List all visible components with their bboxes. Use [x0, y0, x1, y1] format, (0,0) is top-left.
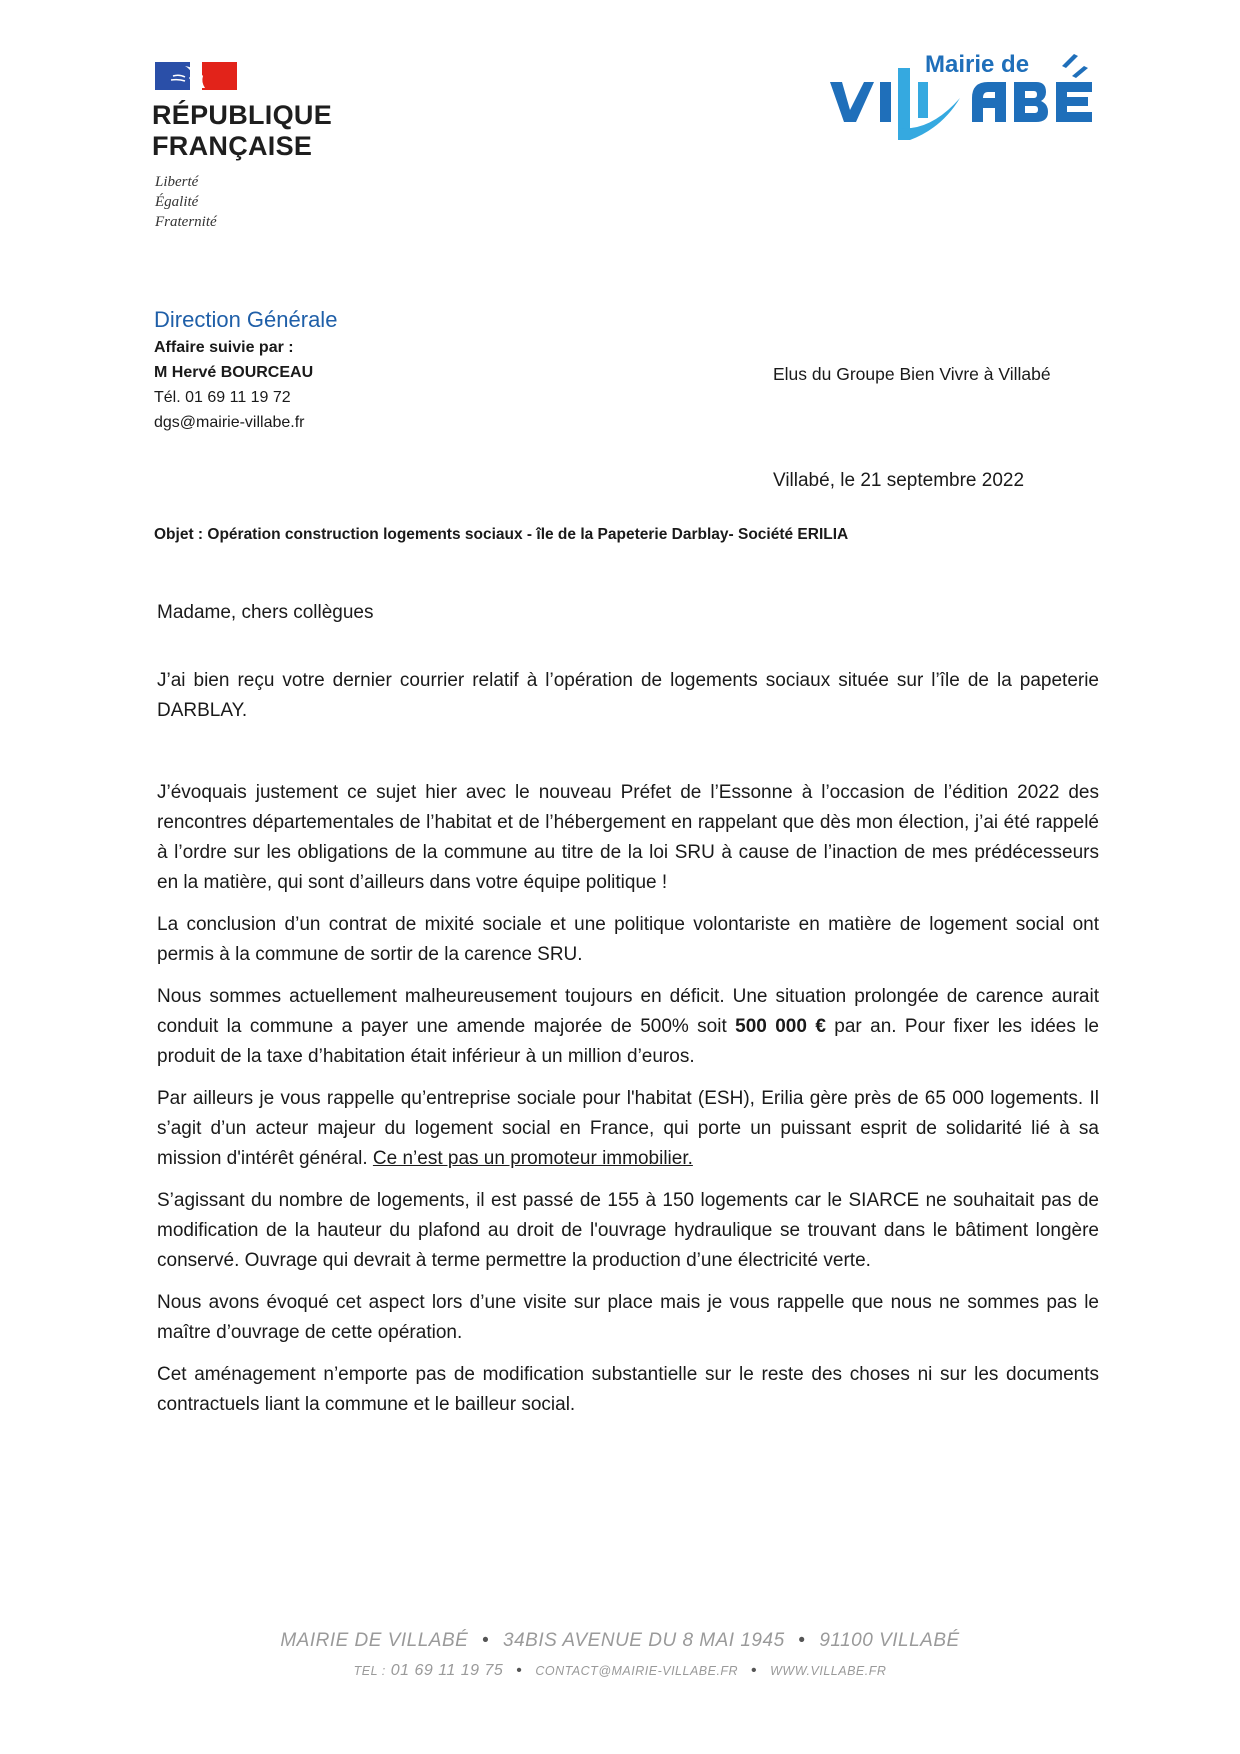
- sender-block: [154, 305, 337, 435]
- footer-contact: [0, 1662, 1240, 1680]
- footer-street: 34BIS AVENUE DU 8 MAI 1945: [503, 1630, 785, 1651]
- followed-by-label: Affaire suivie par :: [154, 339, 294, 356]
- footer-website[interactable]: WWW.VILLABE.FR: [770, 1664, 887, 1678]
- bullet-separator: •: [516, 1662, 523, 1679]
- bullet-separator: •: [482, 1630, 490, 1651]
- republique-motto: [155, 172, 217, 232]
- fine-amount: 500 000 €: [735, 1016, 826, 1037]
- footer-city: 91100 VILLABÉ: [819, 1630, 960, 1651]
- paragraph-2: J’évoquais justement ce sujet hier avec le nouveau Préfet de l’Essonne à l’occasion de l’édition 2022 des rencontres départementales de l’habitat et de l’hébergement en rappelant que dès mon élection, j’ai été rappelé à l’ordre sur les obligations de la commune au titre de la loi SRU à cause de l’inaction de mes prédécesseurs en la matière, qui sont d’ailleurs dans votre équipe politique !: [157, 782, 1099, 893]
- paragraph-3: La conclusion d’un contrat de mixité sociale et une politique volontariste en matière de logement social ont permis à la commune de sortir de la carence SRU.: [157, 914, 1099, 965]
- paragraph-visite: Nous avons évoqué cet aspect lors d’une visite sur place mais je vous rappelle que nous ne sommes pas le maître d’ouvrage de cette opération.: [157, 1292, 1099, 1343]
- paragraph-1: J’ai bien reçu votre dernier courrier relatif à l’opération de logements sociaux située sur l’île de la papeterie DARBLAY.: [157, 670, 1099, 721]
- mairie-villabe-logo: [830, 40, 1100, 140]
- bullet-separator: •: [751, 1662, 758, 1679]
- republique-francaise-title: [152, 100, 332, 162]
- paragraph-logements: S’agissant du nombre de logements, il est passé de 155 à 150 logements car le SIARCE ne souhaitait pas de modification de la hauteur du plafond au droit de l'ouvrage hydraulique se trouvant dans le bâtiment longère conservé. Ouvrage qui devrait à terme permettre la production d’une électricité verte.: [157, 1190, 1099, 1271]
- underlined-sentence: Ce n’est pas un promoteur immobilier.: [372, 1148, 693, 1169]
- rf-line1: RÉPUBLIQUE: [152, 100, 333, 130]
- footer-tel: 01 69 11 19 75: [390, 1662, 504, 1679]
- motto-fraternite: Fraternité: [155, 214, 217, 230]
- paragraph-amenagement: Cet aménagement n’emporte pas de modification substantielle sur le reste des choses ni sur les documents contractuels liant la commune et le bailleur social.: [157, 1364, 1099, 1415]
- deficit-text-before: Nous sommes actuellement malheureusement toujours en déficit. Une situation prolongée de carence aurait conduit la commune a payer une amende majorée de 500% soit: [157, 986, 1099, 1037]
- footer-address: [0, 1630, 1240, 1652]
- salutation: Madame, chers collègues: [157, 602, 374, 623]
- motto-liberte: Liberté: [155, 174, 199, 190]
- sender-name: M Hervé BOURCEAU: [154, 364, 314, 381]
- letter-body: [157, 598, 1099, 1432]
- footer-mairie: MAIRIE DE VILLABÉ: [280, 1630, 469, 1651]
- recipient: Elus du Groupe Bien Vivre à Villabé: [773, 364, 1051, 384]
- paragraph-deficit: [157, 982, 1099, 1072]
- rf-line2: FRANÇAISE: [152, 131, 313, 161]
- bullet-separator: •: [798, 1630, 806, 1651]
- sender-department: Direction Générale: [154, 307, 338, 332]
- date-line: Villabé, le 21 septembre 2022: [773, 470, 1025, 491]
- erilia-text: Par ailleurs je vous rappelle qu’entreprise sociale pour l'habitat (ESH), Erilia gère près de 65 000 logements. Il s’agit d’un acteur majeur du logement social en France, qui porte un puissant esprit de solidarité lié à sa mission d'intérêt général.: [157, 1088, 1099, 1169]
- sender-email[interactable]: dgs@mairie-villabe.fr: [154, 414, 305, 431]
- motto-egalite: Égalité: [155, 194, 199, 210]
- paragraph-erilia: [157, 1084, 1099, 1174]
- sender-phone: Tél. 01 69 11 19 72: [154, 389, 291, 406]
- subject-line: Objet : Opération construction logements sociaux - île de la Papeterie Darblay- Société ERILIA: [154, 526, 849, 543]
- deficit-text-after: par an. Pour fixer les idées le produit de la taxe d’habitation était inférieur à un million d’euros.: [157, 1016, 1099, 1067]
- footer-email[interactable]: CONTACT@MAIRIE-VILLABE.FR: [535, 1664, 739, 1678]
- footer-tel-label: TEL :: [353, 1664, 386, 1678]
- marianne-flag-icon: [155, 62, 237, 90]
- svg-text:Mairie de: Mairie de: [925, 51, 1030, 78]
